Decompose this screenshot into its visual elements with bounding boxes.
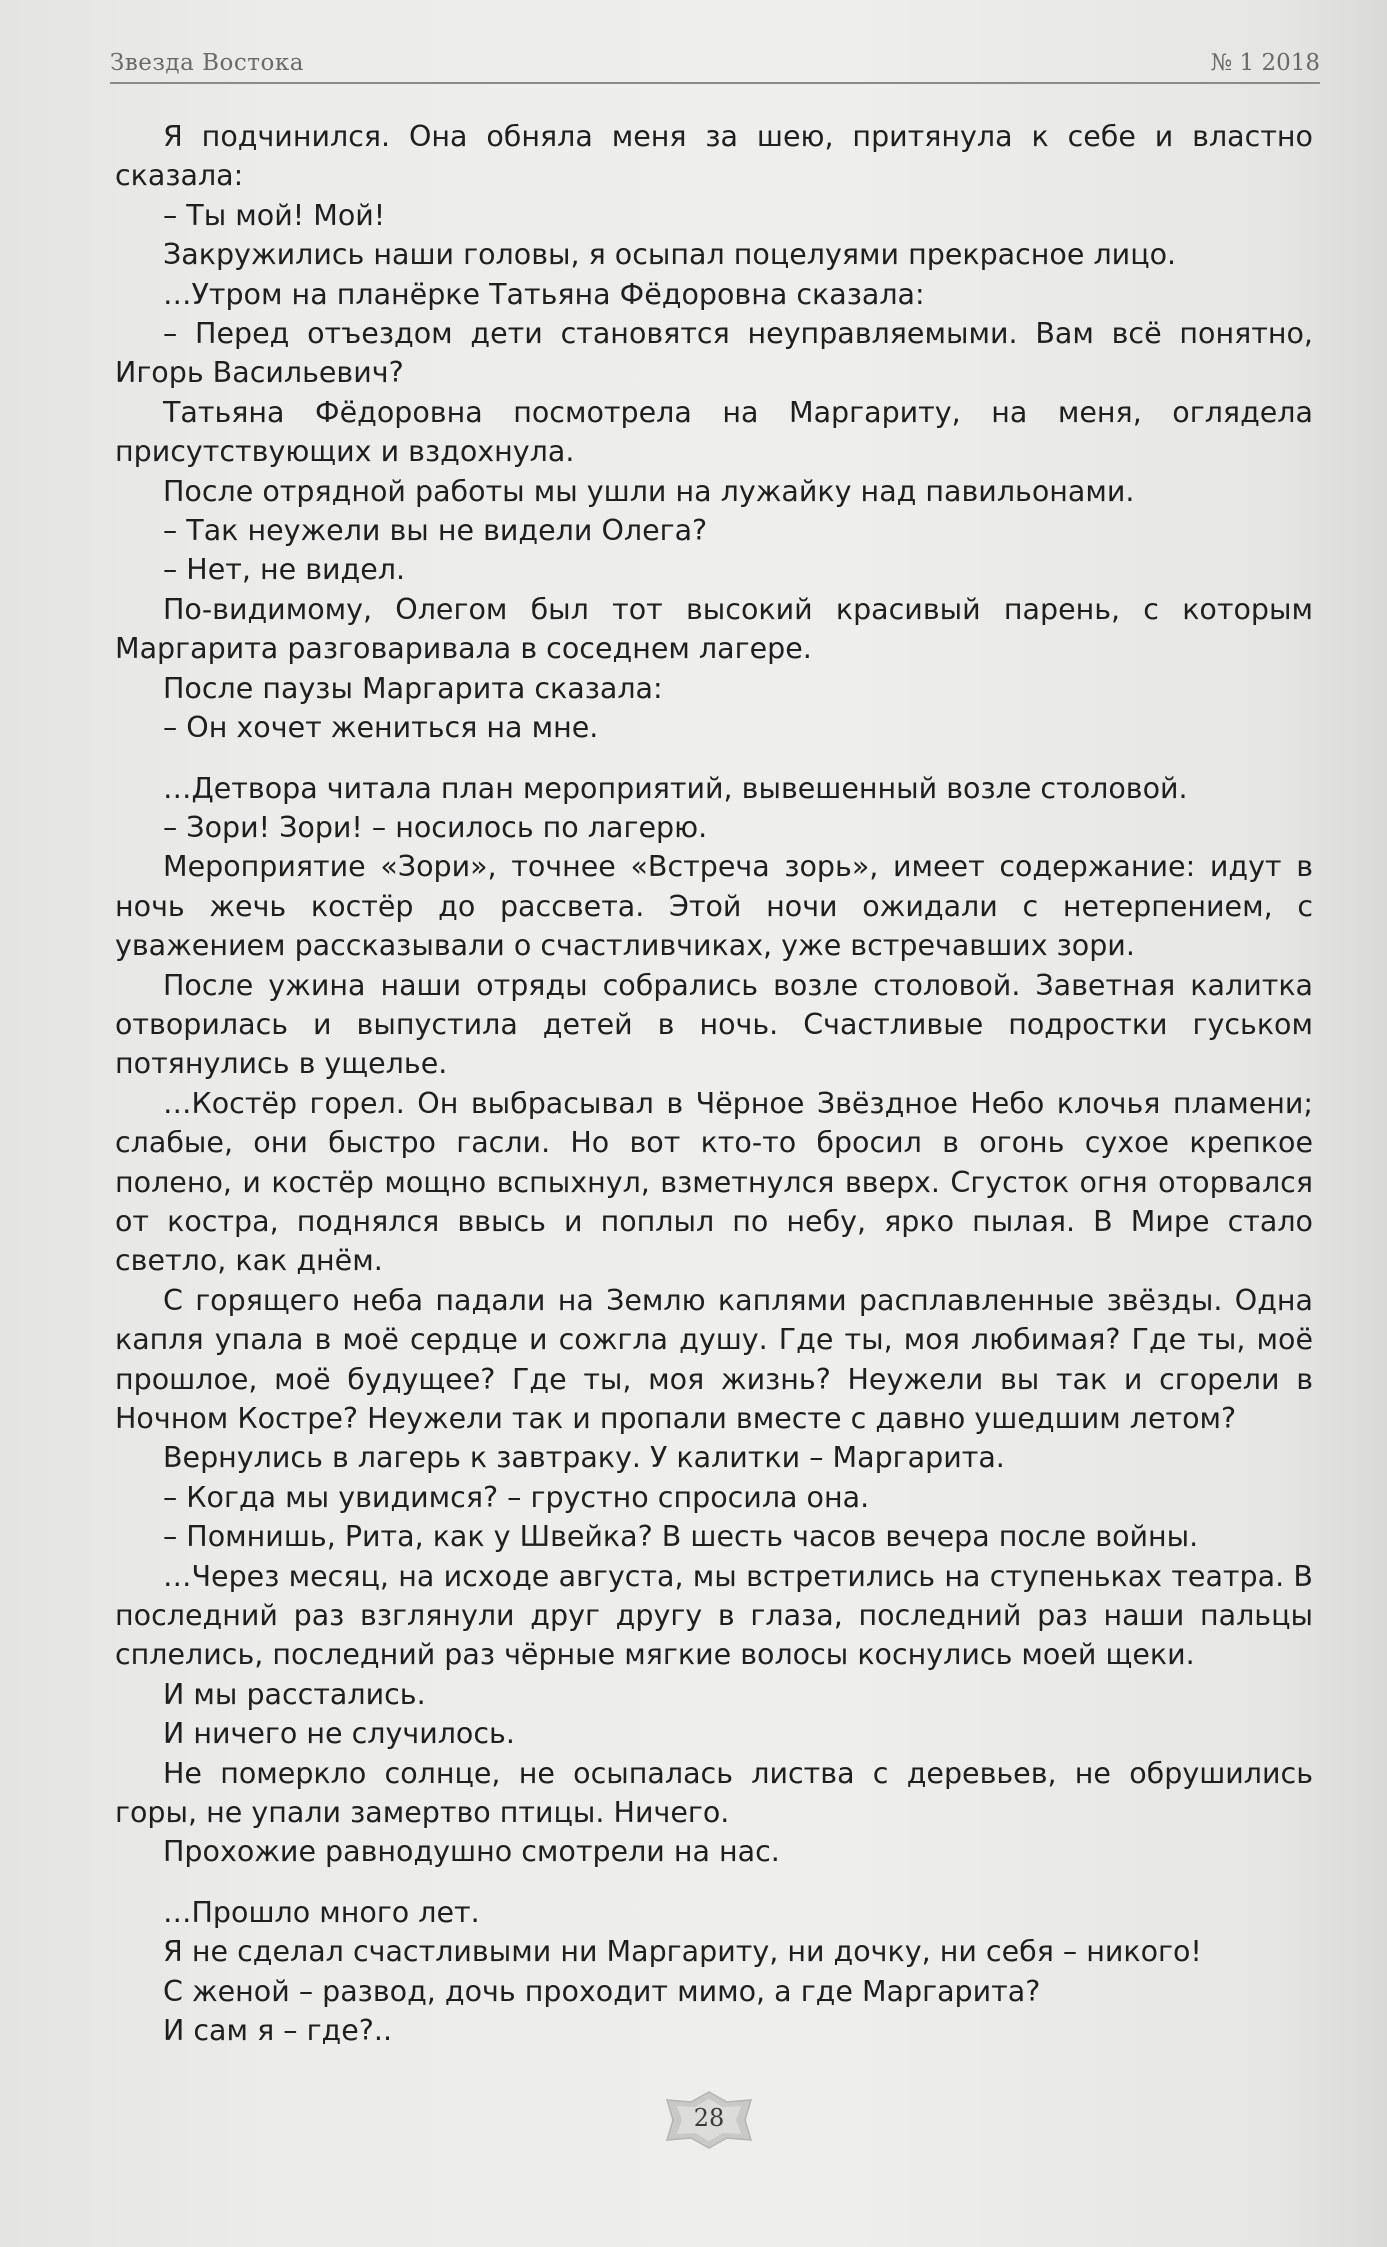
paragraph: Закружились наши головы, я осыпал поцелуями прекрасное лицо. (163, 238, 1177, 272)
paragraph: – Нет, не видел. (163, 553, 406, 587)
paragraph: С горящего неба падали на Землю каплями расплавленные звёзды. Одна капля упала в моё сердце и сожгла душу. Где ты, моя любимая? Где ты, моё прошлое, моё будущее? Где ты, моя жизнь? Неужели вы так и сгорели в Ночном Костре? Неужели так и пропали вместе с давно ушедшим летом? (115, 1283, 1313, 1435)
running-header (110, 44, 1320, 84)
header-rule (110, 82, 1320, 84)
paragraph: С женой – развод, дочь проходит мимо, а где Маргарита? (163, 1974, 1041, 2008)
page-number-ornament (649, 2090, 769, 2150)
paragraph: – Так неужели вы не видели Олега? (163, 514, 708, 548)
paragraph: …Костёр горел. Он выбрасывал в Чёрное Звёздное Небо клочья пламени; слабые, они быстро гасли. Но вот кто-то бросил в огонь сухое крепкое полено, и костёр мощно вспыхнул, взметнулся вверх. Сгусток огня оторвался от костра, поднялся ввысь и поплыл по небу, ярко пылая. В Мире стало светло, как днём. (115, 1086, 1313, 1278)
paragraph: После ужина наши отряды собрались возле столовой. Заветная калитка отворилась и выпустила детей в ночь. Счастливые подростки гуськом потянулись в ущелье. (115, 968, 1313, 1081)
paragraph: И ничего не случилось. (163, 1717, 515, 1751)
paragraph: Прохожие равнодушно смотрели на нас. (163, 1835, 780, 1869)
issue-number: № 1 2018 (1210, 50, 1320, 76)
section-break (115, 1872, 1313, 1893)
paragraph: Татьяна Фёдоровна посмотрела на Маргариту, на меня, оглядела присутствующих и вздохнула. (115, 395, 1313, 469)
paragraph: – Помнишь, Рита, как у Швейка? В шесть часов вечера после войны. (163, 1520, 1199, 1554)
paragraph: Вернулись в лагерь к завтраку. У калитки – Маргарита. (163, 1441, 1005, 1475)
paragraph: Мероприятие «Зори», точнее «Встреча зорь», имеет содержание: идут в ночь жечь костёр до рассвета. Этой ночи ожидали с нетерпением, с уважением рассказывали о счастливчиках, уже встречавших зори. (115, 850, 1313, 963)
paragraph: И сам я – где?.. (163, 2014, 393, 2048)
paragraph: …Утром на планёрке Татьяна Фёдоровна сказала: (163, 277, 925, 311)
paragraph: – Когда мы увидимся? – грустно спросила она. (163, 1480, 870, 1514)
paragraph: Я не сделал счастливыми ни Маргариту, ни дочку, ни себя – никого! (163, 1935, 1202, 1969)
paragraph: И мы расстались. (163, 1677, 426, 1711)
paragraph: Не померкло солнце, не осыпалась листва с деревьев, не обрушились горы, не упали замертво птицы. Ничего. (115, 1756, 1313, 1830)
paragraph: Я подчинился. Она обняла меня за шею, притянула к себе и властно сказала: (115, 120, 1313, 193)
paragraph: После отрядной работы мы ушли на лужайку над павильонами. (163, 474, 1135, 508)
story-text (115, 117, 1313, 2051)
page-number: 28 (693, 2104, 725, 2132)
journal-title: Звезда Востока (110, 50, 304, 76)
paragraph: …Прошло много лет. (163, 1895, 480, 1929)
paragraph: – Зори! Зори! – носилось по лагерю. (163, 810, 708, 844)
paragraph: …Через месяц, на исходе августа, мы встретились на ступеньках театра. В последний раз взглянули друг другу в глаза, последний раз наши пальцы сплелись, последний раз чёрные мягкие волосы коснулись моей щеки. (115, 1559, 1313, 1672)
paragraph: – Он хочет жениться на мне. (163, 711, 599, 745)
section-break (115, 748, 1313, 769)
paragraph: – Перед отъездом дети становятся неуправляемыми. Вам всё понятно, Игорь Васильевич? (115, 317, 1313, 390)
paragraph: После паузы Маргарита сказала: (163, 671, 663, 705)
paragraph: – Ты мой! Мой! (163, 198, 386, 232)
paragraph: По-видимому, Олегом был тот высокий красивый парень, с которым Маргарита разговаривала в соседнем лагере. (115, 592, 1313, 666)
paragraph: …Детвора читала план мероприятий, вывешенный возле столовой. (163, 771, 1188, 805)
